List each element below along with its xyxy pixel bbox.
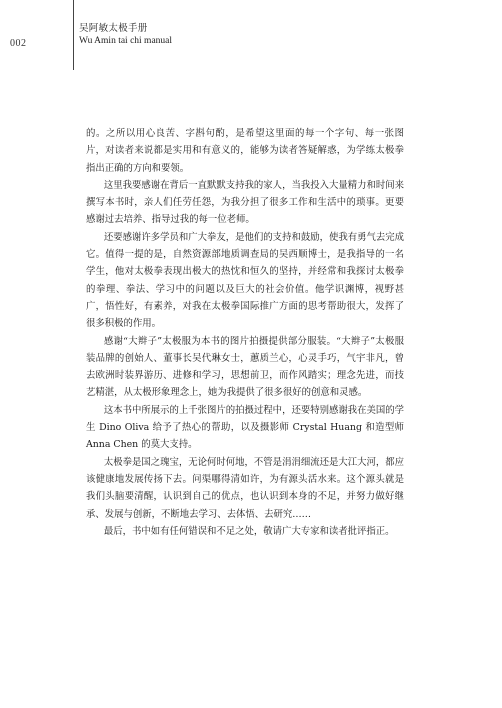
- body-text: [86, 125, 404, 540]
- paragraph: 这里我要感谢在背后一直默默支持我的家人，当我投入大量精力和时间来撰写本书时，亲人们任劳任怨，为我分担了很多工作和生活中的琐事。更要感谢过去培养、指导过我的每一位老师。: [86, 179, 404, 226]
- page-number: 002: [10, 38, 27, 49]
- book-subtitle: Wu Amin tai chi manual: [79, 36, 173, 47]
- header-divider: [73, 0, 74, 70]
- paragraph: 这本书中所展示的上千张图片的拍摄过程中，还要特别感谢我在美国的学生 Dino Oliva 给予了热心的帮助，以及摄影师 Crystal Huang 和造型师 Anna Chen 的莫大支持。: [86, 404, 404, 451]
- paragraph: 感谢“大辫子”太极服为本书的图片拍摄提供部分服装。“大辫子”太极服装品牌的创始人、董事长吴代琳女士，蕙质兰心，心灵手巧，气宇非凡，曾去欧洲时装界游历、进修和学习，思想前卫，而作风踏实；理念先进，而技艺精湛，从太极形象理念上，她为我提供了很多很好的创意和灵感。: [86, 335, 404, 399]
- paragraph: 太极拳是国之瑰宝，无论何时何地，不管是涓涓细流还是大江大河，都应该健康地发展传扬下去。问渠哪得清如许，为有源头活水来。这个源头就是我们头脑要清醒，认识到自己的优点，也认识到本身的不足，并努力做好继承、发展与创新，不断地去学习、去体悟、去研究……: [86, 456, 404, 520]
- paragraph: 最后，书中如有任何错误和不足之处，敬请广大专家和读者批评指正。: [103, 525, 395, 537]
- paragraph: 的。之所以用心良苦、字斟句酌，是希望这里面的每一个字句、每一张图片，对读者来说都是实用和有意义的，能够为读者答疑解惑，为学练太极拳指出正确的方向和要领。: [86, 128, 404, 174]
- running-header: [79, 23, 172, 48]
- paragraph: 还要感谢许多学员和广大拳友，是他们的支持和鼓励，使我有勇气去完成它。值得一提的是，自然资源部地质调查局的吴西顺博士，是我指导的一名学生，他对太极拳表现出极大的热忱和恒久的坚持，并经常和我探讨太极拳的拳理、拳法、学习中的问题以及巨大的社会价值。他学识渊博，视野甚广，悟性好，有素养，对我在太极拳国际推广方面的思考帮助很大，发挥了很多积极的作用。: [86, 231, 404, 330]
- book-title: 吴阿敏太极手册: [79, 23, 148, 34]
